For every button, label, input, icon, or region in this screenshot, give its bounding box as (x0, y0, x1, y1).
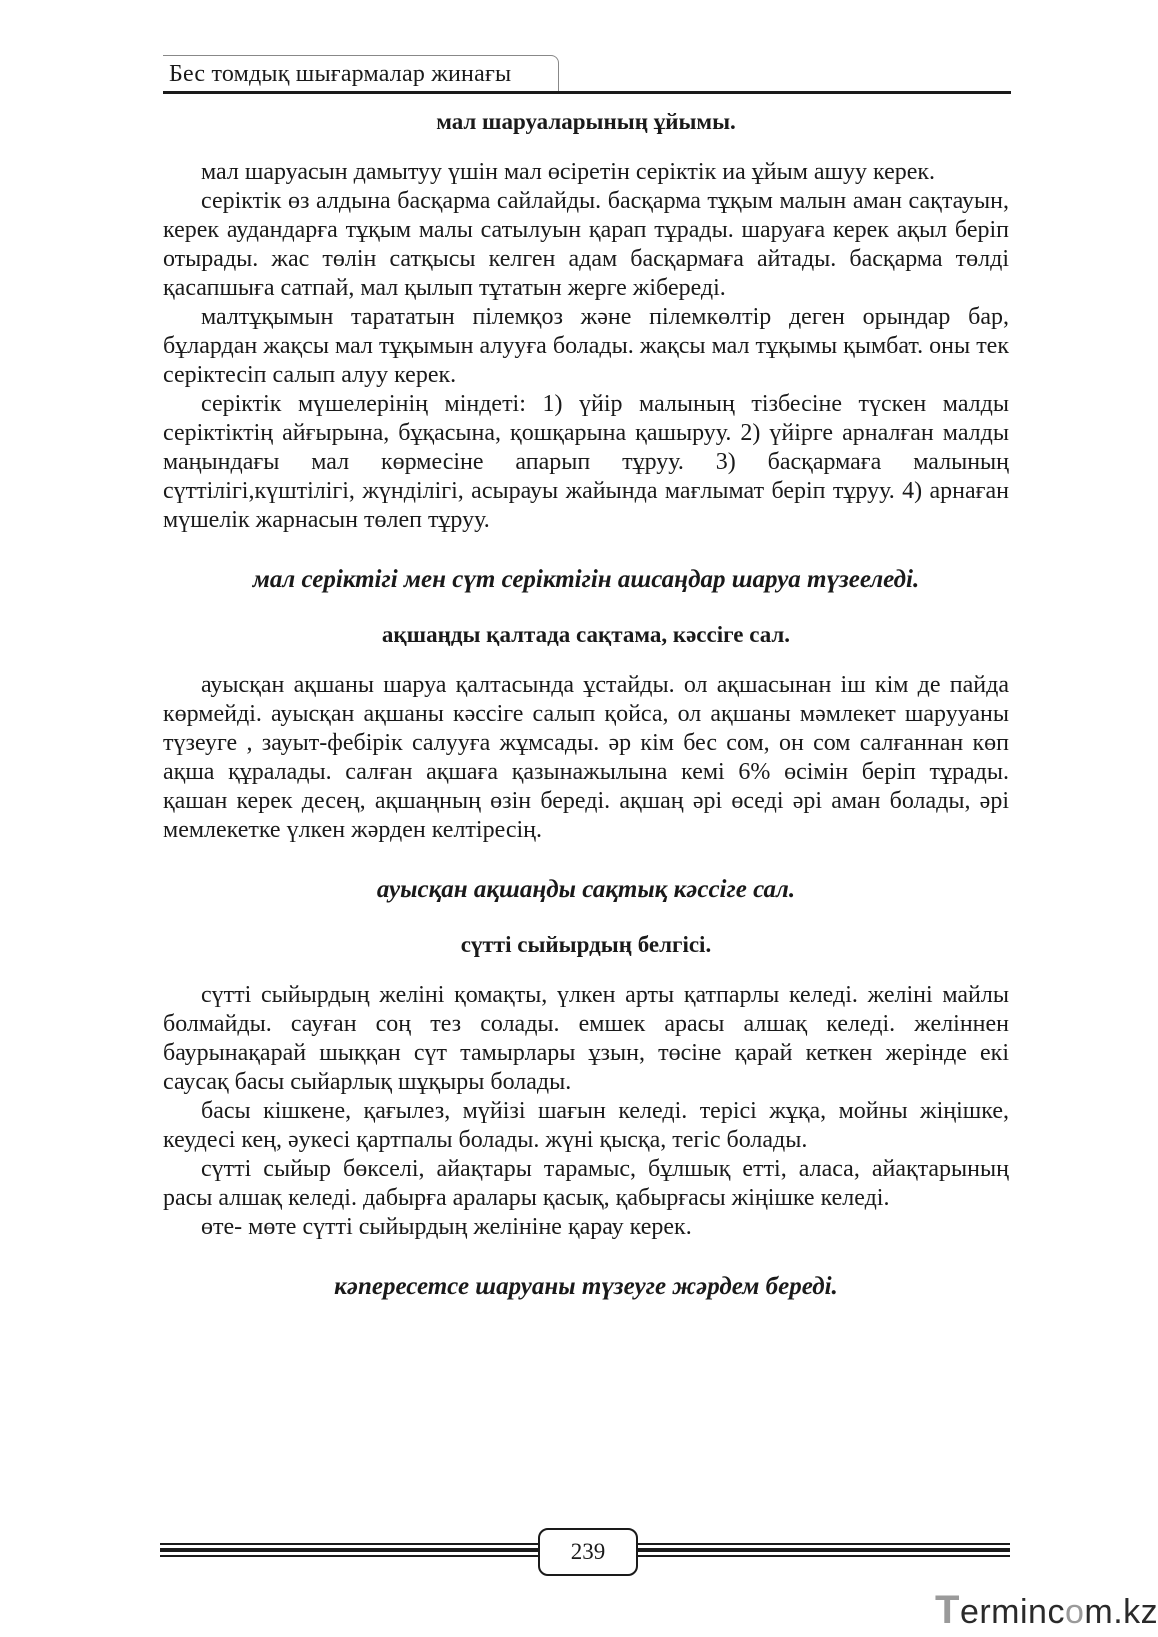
paragraph: серіктік өз алдына басқарма сайлайды. басқарма тұқым малын аман сақтауын, керек аудандарға тұқым малы сатылуын қарап тұрады. шаруаға керек ақыл беріп отырады. жас төлін сатқысы келген адам басқармаға айтады. басқарма төлді қасапшыға сатпай, мал қылып тұтатын жерге жібереді. (163, 188, 1009, 301)
paragraph: малтұқымын тарататын пілемқоз және пілемкөлтір деген орындар бар, бұлардан жақсы мал тұқымын алууға болады. жақсы мал тұқымы қымбат. оны тек серіктесіп салып алуу керек. (163, 304, 1009, 388)
page-number: 239 (538, 1528, 638, 1576)
watermark-part: erminc (959, 1593, 1065, 1631)
paragraph: басы кішкене, қағылез, мүйізі шағын келеді. терісі жұқа, мойны жіңішке, кеудесі кең, әукесі қартпалы болады. жүні қысқа, тегіс болады. (163, 1098, 1009, 1153)
section-heading: ақшаңды қалтада сақтама, кәссіге сал. (381, 622, 791, 647)
section-heading: сүтті сыйырдың белгісі. (460, 932, 712, 957)
watermark-letter: T (935, 1588, 960, 1632)
book-title: Бес томдық шығармалар жинағы (169, 61, 512, 87)
watermark-part: m.kz (1084, 1593, 1158, 1631)
slogan: ауысқан ақшаңды сақтық кәссіге сал. (376, 876, 796, 903)
page-footer (160, 1520, 1010, 1580)
paragraph: сүтті сыйыр бөкселі, айақтары тарамыс, бұлшық етті, аласа, айақтарының расы алшақ келеді. дабырға аралары қасық, қабырғасы жіңішке келеді. (163, 1156, 1009, 1211)
section-heading: мал шаруаларының ұйымы. (436, 109, 736, 134)
site-watermark (935, 1588, 1158, 1633)
paragraph: өте- мөте сүтті сыйырдың желініне қарау керек. (201, 1214, 692, 1240)
slogan: кәпересетсе шаруаны түзеуге жәрдем береді. (334, 1273, 838, 1300)
watermark-part: o (1064, 1593, 1085, 1631)
paragraph: мал шаруасын дамытуу үшін мал өсіретін серіктік иа ұйым ашуу керек. (201, 159, 936, 185)
paragraph: ауысқан ақшаны шаруа қалтасында ұстайды. ол ақшасынан іш кім де пайда көрмейді. ауысқан ақшаны кәссіге салып қойса, ол ақшаны мәмлекет шарууаны түзеуге , зауыт-фебірік салууға жұмсады. әр кім бес сом, он сом салғаннан көп ақша құралады. салған ақшаға қазынажылына кемі 6% өсімін беріп тұрады. қашан керек десең, ақшаңның өзін береді. ақшаң әрі өседі әрі аман болады, әрі мемлекетке үлкен жәрден келтіресің. (163, 672, 1009, 843)
page-content (163, 107, 1009, 1301)
page-header (163, 55, 1011, 95)
paragraph: серіктік мүшелерінің міндеті: 1) үйір малының тізбесіне түскен малды серіктіктің айғырына, бұқасына, қошқарына қашыруу. 2) үйірге арналған малды маңындағы мал көрмесіне апарып тұруу. 3) басқармаға малының сүттілігі,күштілігі, жүнділігі, асырауы жайында мағлымат беріп тұруу. 4) арнаған мүшелік жарнасын төлеп тұруу. (163, 391, 1009, 533)
paragraph: сүтті сыйырдың желіні қомақты, үлкен арты қатпарлы келеді. желіні майлы болмайды. сауған соң тез солады. емшек арасы алшақ келеді. желіннен баурынақарай шыққан сүт тамырлары ұзын, төсіне қарай кеткен жерінде екі саусақ басы сыйарлық шұқыры болады. (163, 982, 1009, 1095)
slogan: мал серіктігі мен сүт серіктігін ашсаңдар шаруа түзееледі. (252, 566, 920, 593)
header-rule (163, 91, 1011, 94)
